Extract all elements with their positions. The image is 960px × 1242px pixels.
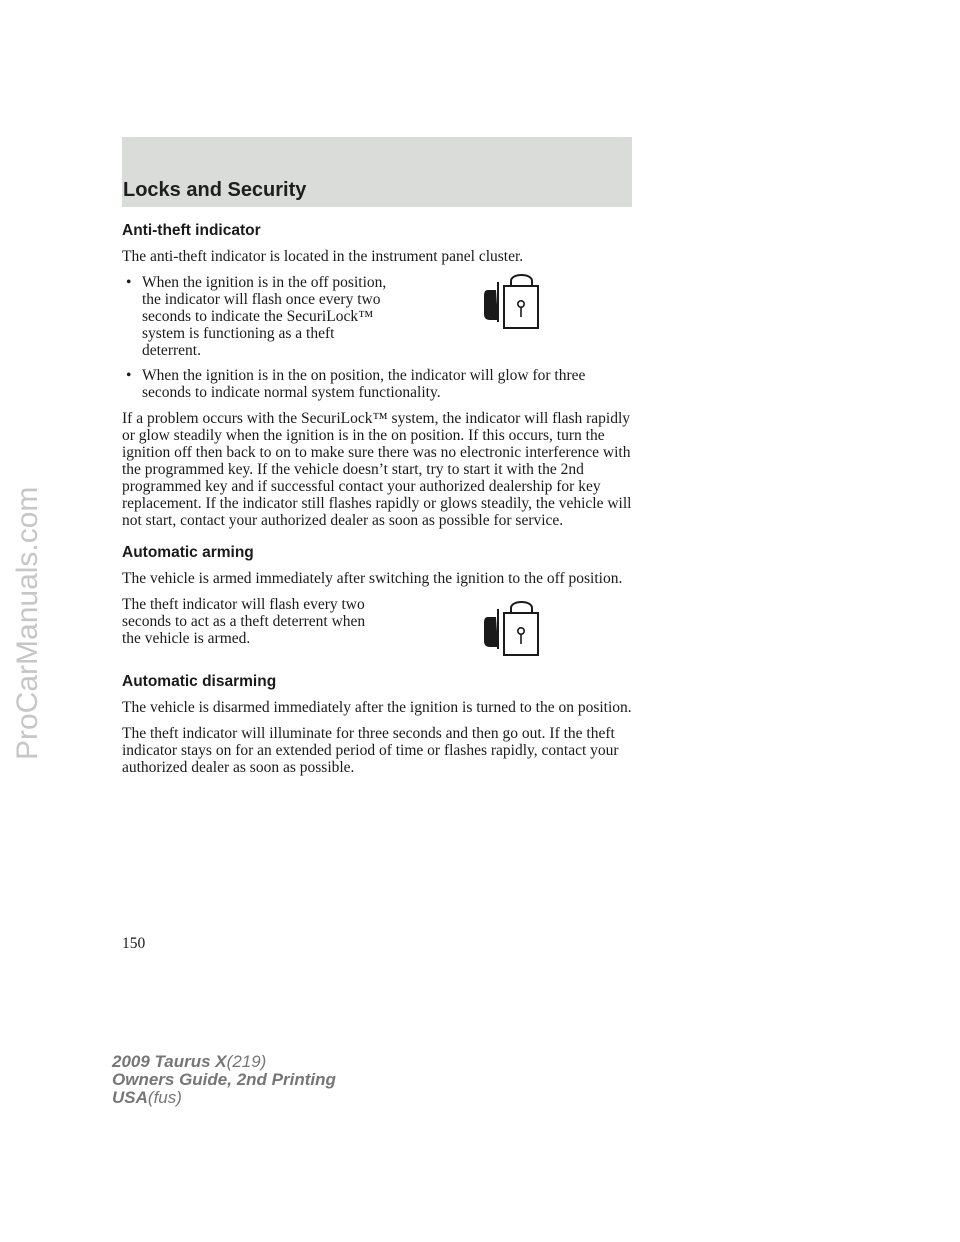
section-heading-disarming: Automatic disarming [122, 673, 277, 690]
footer-region-code: (fus) [147, 1088, 182, 1107]
car-lock-icon [482, 601, 544, 663]
car-lock-icon [482, 274, 544, 336]
bullet-row [142, 274, 634, 359]
footer-line-1 [112, 1053, 336, 1071]
bullet-text: • When the ignition is in the off position, the indicator will flash once every two seconds to indicate the SecuriLock™ system is functioning as a theft deterrent. [142, 274, 387, 359]
content [122, 221, 634, 785]
arming-row [122, 596, 634, 663]
list-item: • When the ignition is in the on position, the indicator will glow for three seconds to indicate normal system functionality. [122, 367, 634, 401]
page-title: Locks and Security [123, 179, 307, 201]
footer-region: USA [112, 1088, 148, 1107]
arming-paragraph-2: The theft indicator will flash every two seconds to act as a theft deterrent when the vehicle is armed. [122, 596, 366, 647]
disarming-paragraph-2: The theft indicator will illuminate for three seconds and then go out. If the theft indicator stays on for an extended period of time or flashes rapidly, contact your authorized dealer as soon as possible. [122, 725, 619, 776]
section-heading-anti-theft: Anti-theft indicator [122, 222, 261, 239]
bullet-list [122, 274, 634, 401]
list-item [122, 274, 634, 359]
intro-paragraph: The anti-theft indicator is located in the instrument panel cluster. [122, 248, 524, 265]
watermark: ProCarManuals.com [11, 486, 44, 760]
footer-model-code: (219) [226, 1052, 267, 1071]
body-paragraph: If a problem occurs with the SecuriLock™ system, the indicator will flash rapidly or glow steadily when the ignition is in the on position. If this occurs, turn the ignition off then back to on to make sure there was no electronic interference with the programmed key. If the vehicle doesn’t start, try to start it with the 2nd programmed key and if successful contact your authorized dealership for key replacement. If the indicator still flashes rapidly or glows steadily, the vehicle will not start, contact your authorized dealer as soon as possible for service. [122, 410, 632, 529]
footer-model: 2009 Taurus X [112, 1052, 227, 1071]
footer-line-2: Owners Guide, 2nd Printing [112, 1070, 336, 1089]
footer-line-3 [112, 1089, 336, 1107]
arming-paragraph-1: The vehicle is armed immediately after switching the ignition to the off position. [122, 570, 623, 587]
section-heading-arming: Automatic arming [122, 544, 254, 561]
page-number: 150 [122, 935, 146, 952]
footer [112, 1053, 336, 1107]
disarming-paragraph-1: The vehicle is disarmed immediately after the ignition is turned to the on position. [122, 699, 632, 716]
